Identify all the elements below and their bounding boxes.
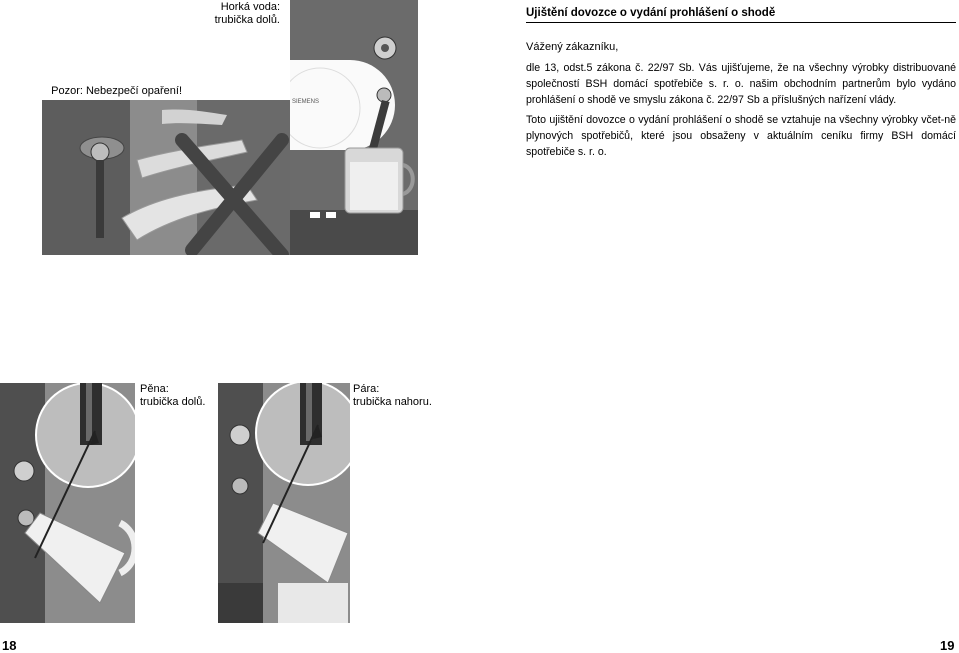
hot-water-caption: [200, 1, 280, 27]
salutation: Vážený zákazníku,: [526, 41, 619, 53]
steam-caption: [353, 383, 432, 409]
foam-caption-line2: trubička dolů.: [140, 396, 206, 408]
photo-hand-scald-warning: [42, 100, 292, 255]
photo-steam-nozzle-up: [218, 383, 350, 623]
declaration-paragraph-1: dle 13, odst.5 zákona č. 22/97 Sb. Vás ujišťujeme, že na všechny výrobky distribuované společností BSH domácí spotřebiče s. r. o. našim obchodním partnerům bylo vydáno prohlášení o shodě ve smyslu zákona č. 22/97 Sb a příslušných nařízení vlády.: [526, 62, 956, 106]
scald-warning-caption: Pozor: Nebezpečí opaření!: [51, 85, 182, 97]
hot-water-caption-line2: trubička dolů.: [214, 14, 280, 26]
photo-foam-nozzle-down: [0, 383, 135, 623]
declaration-heading: Ujištění dovozce o vydání prohlášení o shodě: [526, 7, 956, 23]
steam-caption-line2: trubička nahoru.: [353, 396, 432, 408]
brand-logo: SIEMENS: [292, 99, 320, 105]
declaration-paragraph-2: Toto ujištění dovozce o vydání prohlášení o shodě se vztahuje na všechny výrobky včet-ně plynových spotřebičů, které jsou obsaženy v aktuálním ceníku firmy BSH domácí spotřebiče s. r. o.: [526, 114, 956, 158]
photo-machine-hot-water: [290, 0, 418, 255]
steam-caption-line1: Pára:: [353, 383, 380, 395]
hot-water-caption-line1: Horká voda:: [220, 1, 280, 13]
page-number-right: 19: [940, 638, 955, 653]
foam-caption: [140, 383, 205, 409]
foam-caption-line1: Pěna:: [140, 383, 169, 395]
page-number-left: 18: [2, 638, 17, 653]
